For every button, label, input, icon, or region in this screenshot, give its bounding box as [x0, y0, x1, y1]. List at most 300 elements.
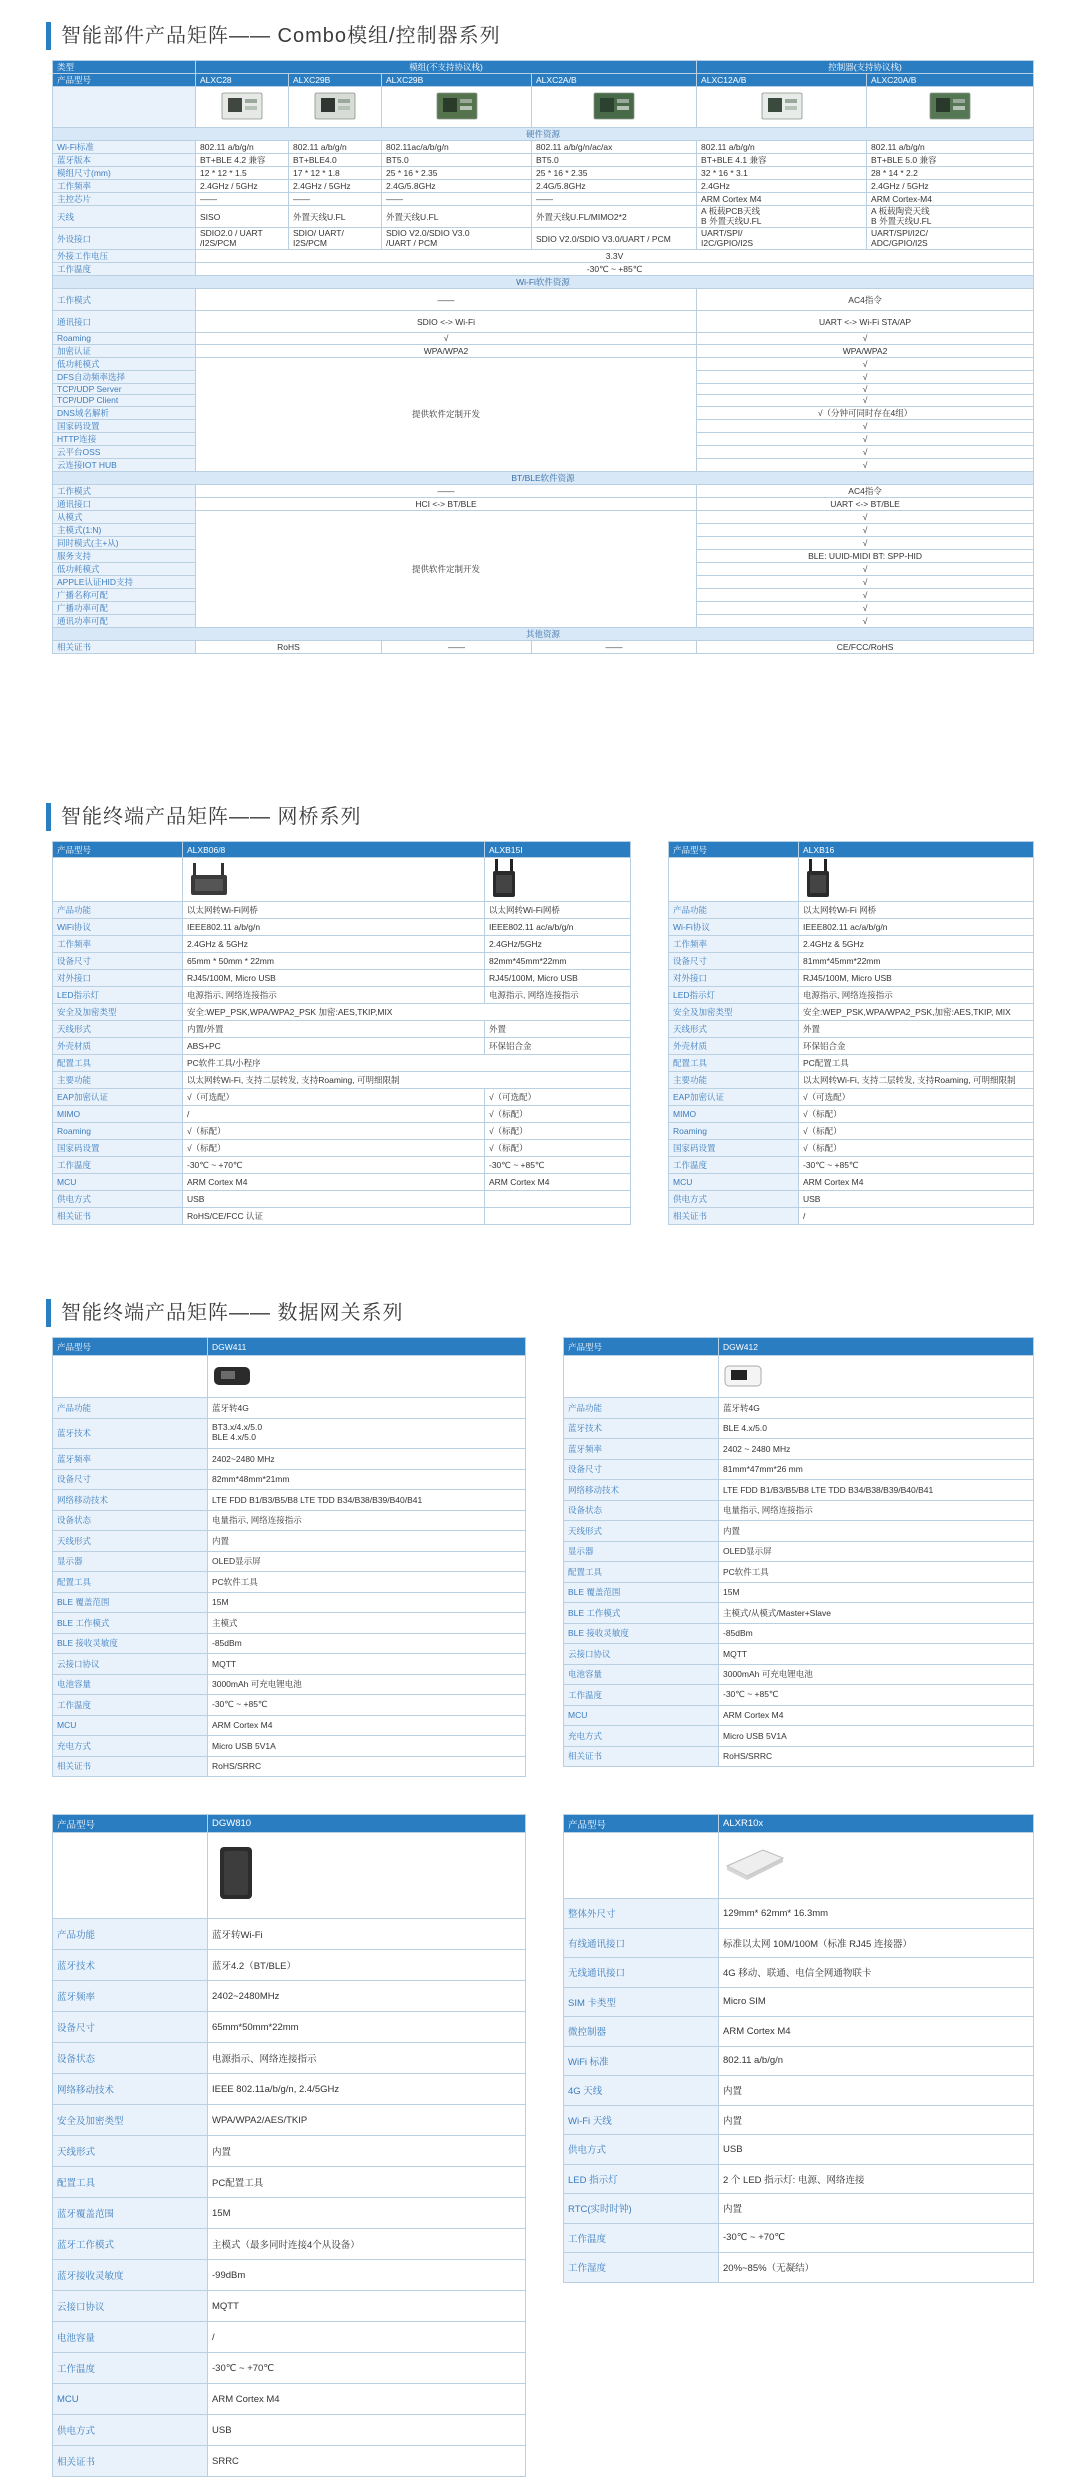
- model-label: 产品型号: [53, 1815, 208, 1833]
- table-row: [564, 1562, 1034, 1583]
- spec-value: 2 个 LED 指示灯: 电源、网络连接: [719, 2164, 1034, 2194]
- spec-value: ARM Cortex M4: [485, 1174, 631, 1191]
- module-photo-icon: [760, 90, 804, 124]
- row-label: 安全及加密类型: [53, 2105, 208, 2136]
- table-row: [53, 2198, 526, 2229]
- spec-value: 17 * 12 * 1.8: [289, 167, 382, 180]
- row-label: 云接口协议: [53, 1654, 208, 1675]
- spec-value: IEEE802.11 ac/a/b/g/n: [485, 919, 631, 936]
- spec-value: 15M: [719, 1582, 1034, 1603]
- spec-value: 内置/外置: [183, 1021, 485, 1038]
- spec-value: -30℃ ~ +70℃: [719, 2223, 1034, 2253]
- row-label: 外壳材质: [53, 1038, 183, 1055]
- spec-value: 2.4GHz & 5GHz: [183, 936, 485, 953]
- module-value: ——: [196, 289, 697, 311]
- spec-value: BT+BLE4.0: [289, 154, 382, 167]
- gateway-table-dgw411: [52, 1337, 526, 1777]
- table-row: [564, 2194, 1034, 2224]
- controller-value: √: [697, 357, 1034, 370]
- table-row: [53, 484, 1034, 497]
- row-label: RTC(实时时钟): [564, 2194, 719, 2224]
- table-row: [669, 1174, 1034, 1191]
- controller-value: √: [697, 588, 1034, 601]
- module-value: HCI <-> BT/BLE: [196, 497, 697, 510]
- table-row: [53, 1157, 631, 1174]
- spec-value: 65mm*50mm*22mm: [208, 2012, 526, 2043]
- spec-value: USB: [208, 2415, 526, 2446]
- gateway-table-dgw412: [563, 1337, 1034, 1767]
- model-label: 产品型号: [53, 1338, 208, 1356]
- table-row: [564, 1398, 1034, 1419]
- row-label: 天线形式: [53, 2136, 208, 2167]
- spec-value: 802.11 a/b/g/n: [196, 141, 289, 154]
- row-label: 供电方式: [564, 2135, 719, 2165]
- row-label: 配置工具: [53, 1572, 208, 1593]
- spec-value: Micro USB 5V1A: [719, 1726, 1034, 1747]
- spec-value: 25 * 16 * 2.35: [532, 167, 697, 180]
- table-row: [53, 1613, 526, 1634]
- table-row: [669, 1208, 1034, 1225]
- product-image-cell: [799, 858, 1034, 902]
- row-label: 配置工具: [669, 1055, 799, 1072]
- table-row: [669, 1055, 1034, 1072]
- table-row: [53, 1072, 631, 1089]
- table-row: [564, 1664, 1034, 1685]
- row-label: 显示器: [53, 1551, 208, 1572]
- row-label: 工作模式: [53, 484, 196, 497]
- row-label: 工作温度: [53, 263, 196, 276]
- bridge-table-left: [52, 841, 631, 1225]
- row-label: Wi-Fi协议: [669, 919, 799, 936]
- row-label: BLE 覆盖范围: [53, 1592, 208, 1613]
- bridge-device-photo-icon: [187, 861, 231, 899]
- controller-value: √: [697, 510, 1034, 523]
- row-label: 电池容量: [564, 1664, 719, 1685]
- table-row: [564, 1418, 1034, 1439]
- table-row: [53, 1123, 631, 1140]
- row-label: 对外接口: [669, 970, 799, 987]
- table-row: [53, 1919, 526, 1950]
- row-label: 国家码设置: [53, 419, 196, 432]
- spec-value: ARM Cortex M4: [719, 2017, 1034, 2047]
- gateway-device-photo-icon: [212, 1361, 252, 1393]
- spec-value: ——: [196, 193, 289, 206]
- row-label: BLE 工作模式: [53, 1613, 208, 1634]
- table-row: [564, 2135, 1034, 2165]
- spec-value: SDIO V2.0/SDIO V3.0/UART / PCM: [532, 228, 697, 250]
- spec-value: -85dBm: [719, 1623, 1034, 1644]
- table-row: [53, 842, 631, 858]
- table-row: [564, 2017, 1034, 2047]
- row-label: MCU: [564, 1705, 719, 1726]
- custom-dev-note: 提供软件定制开发: [196, 357, 697, 471]
- spec-value: MQTT: [719, 1644, 1034, 1665]
- product-image-cell: [183, 858, 485, 902]
- table-row: [53, 141, 1034, 154]
- gateway-table-dgw810: [52, 1814, 526, 2477]
- spec-value: USB: [719, 2135, 1034, 2165]
- model-name: ALXC29B: [289, 74, 382, 87]
- controller-value: √: [697, 419, 1034, 432]
- row-label: 低功耗模式: [53, 357, 196, 370]
- table-row: [53, 1089, 631, 1106]
- image-label-cell: [53, 1356, 208, 1398]
- spec-value: 蓝牙4.2（BT/BLE）: [208, 1950, 526, 1981]
- table-row: [564, 1987, 1034, 2017]
- row-label: 工作温度: [53, 1695, 208, 1716]
- spec-value: SRRC: [208, 2446, 526, 2477]
- table-row: [53, 919, 631, 936]
- table-row: [53, 1551, 526, 1572]
- row-label: 产品功能: [53, 1919, 208, 1950]
- table-row: [564, 1356, 1034, 1398]
- spec-value: -30℃ ~ +85℃: [208, 1695, 526, 1716]
- image-label-cell: [564, 1833, 719, 1899]
- spec-value: 标准以太网 10M/100M（标准 RJ45 连接器）: [719, 1928, 1034, 1958]
- row-label: 设备尺寸: [669, 953, 799, 970]
- spec-value: 2.4GHz / 5GHz: [196, 180, 289, 193]
- row-label: 网络移动技术: [564, 1480, 719, 1501]
- row-label: 对外接口: [53, 970, 183, 987]
- spec-value: -30℃ ~ +70℃: [183, 1157, 485, 1174]
- spec-value: BT+BLE 4.2 兼容: [196, 154, 289, 167]
- table-row: [53, 74, 1034, 87]
- table-row: [53, 953, 631, 970]
- spec-value: UART/SPI/I2C/ ADC/GPIO/I2S: [867, 228, 1034, 250]
- row-label: 服务支持: [53, 549, 196, 562]
- spec-value: ARM Cortex M4: [208, 2384, 526, 2415]
- row-label: 相关证书: [53, 640, 196, 653]
- table-row: [564, 1603, 1034, 1624]
- row-label: MCU: [53, 1174, 183, 1191]
- row-label: 蓝牙覆盖范围: [53, 2198, 208, 2229]
- module-value: WPA/WPA2: [196, 344, 697, 357]
- table-row: [53, 206, 1034, 228]
- table-row: [564, 2046, 1034, 2076]
- table-row: [669, 987, 1034, 1004]
- spec-value: 129mm* 62mm* 16.3mm: [719, 1899, 1034, 1929]
- table-row: [53, 1695, 526, 1716]
- row-label: BLE 接收灵敏度: [564, 1623, 719, 1644]
- table-row: [53, 627, 1034, 640]
- spec-value: 蓝牙转4G: [719, 1398, 1034, 1419]
- bridge-device-photo-icon: [803, 859, 833, 901]
- spec-value: 2.4G/5.8GHz: [382, 180, 532, 193]
- row-label: 设备状态: [53, 2043, 208, 2074]
- spec-value: /: [183, 1106, 485, 1123]
- model-name: ALXB15I: [485, 842, 631, 858]
- cert-value: ——: [532, 640, 697, 653]
- spec-value: 内置: [719, 2105, 1034, 2135]
- spec-value: 电源指示、网络连接指示: [208, 2043, 526, 2074]
- spec-value: √（标配）: [799, 1106, 1034, 1123]
- module-photo-icon: [435, 90, 479, 124]
- table-row: [53, 1981, 526, 2012]
- row-label: 云接口协议: [53, 2291, 208, 2322]
- table-row: [669, 1004, 1034, 1021]
- table-row: [564, 2076, 1034, 2106]
- row-label: 外设接口: [53, 228, 196, 250]
- row-label: Roaming: [53, 1123, 183, 1140]
- spec-value: PC软件工具/小程序: [183, 1055, 631, 1072]
- spec-value: 20%~85%（无凝结）: [719, 2253, 1034, 2283]
- module-image-cell: [867, 87, 1034, 128]
- spec-value: SDIO2.0 / UART /I2S/PCM: [196, 228, 289, 250]
- spec-value: OLED显示屏: [719, 1541, 1034, 1562]
- wifi-header: Wi-Fi软件资源: [53, 276, 1034, 289]
- table-row: [669, 1038, 1034, 1055]
- row-label: 模组尺寸(mm): [53, 167, 196, 180]
- table-row: [53, 250, 1034, 263]
- row-label: HTTP连接: [53, 432, 196, 445]
- table-row: [669, 1191, 1034, 1208]
- spec-value: 以太网转Wi-Fi, 支持二层转发, 支持Roaming, 可明细限制: [183, 1072, 631, 1089]
- table-row: [564, 1500, 1034, 1521]
- spec-value: 32 * 16 * 3.1: [697, 167, 867, 180]
- spec-value: √（标配）: [183, 1123, 485, 1140]
- module-value: √: [196, 333, 697, 345]
- spec-value: A 板载PCB天线 B 外置天线U.FL: [697, 206, 867, 228]
- spec-value: 外置: [485, 1021, 631, 1038]
- table-row: [669, 1106, 1034, 1123]
- table-row: [53, 1531, 526, 1552]
- model-name: ALXC2A/B: [532, 74, 697, 87]
- table-row: [564, 1685, 1034, 1706]
- row-label: 充电方式: [53, 1736, 208, 1757]
- controller-value: √: [697, 383, 1034, 395]
- row-label: 加密认证: [53, 344, 196, 357]
- model-name: DGW412: [719, 1338, 1034, 1356]
- table-row: [53, 2353, 526, 2384]
- spec-value: SISO: [196, 206, 289, 228]
- table-row: [53, 1469, 526, 1490]
- module-photo-icon: [220, 90, 264, 124]
- table-row: [53, 128, 1034, 141]
- row-label: 主要功能: [669, 1072, 799, 1089]
- row-label: Roaming: [53, 333, 196, 345]
- row-label: 设备状态: [53, 1510, 208, 1531]
- spec-value: 2402 ~ 2480 MHz: [719, 1439, 1034, 1460]
- model-name: ALXR10x: [719, 1815, 1034, 1833]
- row-label: 相关证书: [669, 1208, 799, 1225]
- spec-value: MQTT: [208, 2291, 526, 2322]
- spec-value: √（标配）: [485, 1123, 631, 1140]
- spec-value: 内置: [719, 2076, 1034, 2106]
- row-label: MCU: [669, 1174, 799, 1191]
- table-row: [53, 2384, 526, 2415]
- spec-value: SDIO/ UART/ I2S/PCM: [289, 228, 382, 250]
- controller-value: UART <-> Wi-Fi STA/AP: [697, 311, 1034, 333]
- row-label: LED指示灯: [669, 987, 799, 1004]
- spec-value: 15M: [208, 2198, 526, 2229]
- table-row: [53, 497, 1034, 510]
- spec-value: OLED显示屏: [208, 1551, 526, 1572]
- spec-value: -30℃ ~ +85℃: [799, 1157, 1034, 1174]
- spec-value: MQTT: [208, 1654, 526, 1675]
- module-image-cell: [196, 87, 289, 128]
- table-row: [53, 289, 1034, 311]
- table-row: [53, 344, 1034, 357]
- table-row: [564, 1338, 1034, 1356]
- table-row: [669, 1089, 1034, 1106]
- table-row: [53, 1208, 631, 1225]
- spec-value: PC配置工具: [799, 1055, 1034, 1072]
- row-label: 蓝牙工作模式: [53, 2229, 208, 2260]
- table-row: [564, 1726, 1034, 1747]
- table-row: [53, 471, 1034, 484]
- row-label: 云连接IOT HUB: [53, 458, 196, 471]
- table-row: [53, 1756, 526, 1777]
- row-label: 无线通讯接口: [564, 1958, 719, 1988]
- table-row: [53, 180, 1034, 193]
- controller-value: √: [697, 614, 1034, 627]
- controller-value: √: [697, 432, 1034, 445]
- table-row: [53, 1398, 526, 1419]
- row-label: 通讯接口: [53, 497, 196, 510]
- table-row: [564, 2105, 1034, 2135]
- row-label: 产品功能: [53, 902, 183, 919]
- model-label: 产品型号: [564, 1815, 719, 1833]
- module-image-cell: [289, 87, 382, 128]
- row-label: 安全及加密类型: [53, 1004, 183, 1021]
- table-row: [669, 936, 1034, 953]
- row-label: 低功耗模式: [53, 562, 196, 575]
- table-row: [53, 263, 1034, 276]
- controller-value: UART <-> BT/BLE: [697, 497, 1034, 510]
- bt-header: BT/BLE软件资源: [53, 471, 1034, 484]
- spec-value: 802.11 a/b/g/n: [697, 141, 867, 154]
- row-label: 4G 天线: [564, 2076, 719, 2106]
- spec-value: 环保铝合金: [799, 1038, 1034, 1055]
- row-label: 蓝牙频率: [53, 1981, 208, 2012]
- table-row: [53, 2322, 526, 2353]
- row-label: 微控制器: [564, 2017, 719, 2047]
- bridge-table-right: [668, 841, 1034, 1225]
- table-row: [53, 1338, 526, 1356]
- table-row: [53, 167, 1034, 180]
- table-row: [564, 1459, 1034, 1480]
- hw-header: 硬件资源: [53, 128, 1034, 141]
- table-row: [53, 1174, 631, 1191]
- controller-value: √: [697, 562, 1034, 575]
- table-row: [53, 2136, 526, 2167]
- table-row: [53, 2260, 526, 2291]
- type-label: 类型: [53, 61, 196, 74]
- module-image-cell: [382, 87, 532, 128]
- other-header: 其他资源: [53, 627, 1034, 640]
- spec-value: BT3.x/4.x/5.0 BLE 4.x/5.0: [208, 1418, 526, 1449]
- table-row: [53, 193, 1034, 206]
- spec-value: 外置天线U.FL: [289, 206, 382, 228]
- row-label: MCU: [53, 2384, 208, 2415]
- row-label: 通讯功率可配: [53, 614, 196, 627]
- row-label: 蓝牙技术: [564, 1418, 719, 1439]
- row-label: 显示器: [564, 1541, 719, 1562]
- spec-value: 主模式（最多同时连接4个从设备）: [208, 2229, 526, 2260]
- table-row: [53, 970, 631, 987]
- spec-value: 802.11 a/b/g/n: [719, 2046, 1034, 2076]
- row-label: 广播名称可配: [53, 588, 196, 601]
- row-label: 整体外尺寸: [564, 1899, 719, 1929]
- spec-value: RJ45/100M, Micro USB: [485, 970, 631, 987]
- table-row: [564, 1815, 1034, 1833]
- spec-value: IEEE802.11 a/b/g/n: [183, 919, 485, 936]
- module-photo-icon: [592, 90, 636, 124]
- row-label: 工作频率: [669, 936, 799, 953]
- table-row: [53, 2012, 526, 2043]
- spec-value: ——: [382, 193, 532, 206]
- spec-value: 802.11 a/b/g/n: [867, 141, 1034, 154]
- spec-value: 内置: [719, 1521, 1034, 1542]
- model-name: DGW810: [208, 1815, 526, 1833]
- row-label: 蓝牙接收灵敏度: [53, 2260, 208, 2291]
- row-label: 工作温度: [53, 2353, 208, 2384]
- module-value: ——: [196, 484, 697, 497]
- table-row: [669, 1123, 1034, 1140]
- spec-value: ARM Cortex M4: [183, 1174, 485, 1191]
- image-label-cell: [53, 1833, 208, 1919]
- spec-value: /: [208, 2322, 526, 2353]
- row-label: 云接口协议: [564, 1644, 719, 1665]
- spec-value: ABS+PC: [183, 1038, 485, 1055]
- row-label: 同时模式(主+从): [53, 536, 196, 549]
- row-label: 天线形式: [53, 1531, 208, 1552]
- row-label: EAP加密认证: [53, 1089, 183, 1106]
- row-label: 从模式: [53, 510, 196, 523]
- model-label: 产品型号: [669, 842, 799, 858]
- row-label: WiFi 标准: [564, 2046, 719, 2076]
- spec-value: BT+BLE 5.0 兼容: [867, 154, 1034, 167]
- table-row: [669, 858, 1034, 902]
- spec-value: -30℃ ~ +85℃: [719, 1685, 1034, 1706]
- spec-value: 3000mAh 可充电锂电池: [719, 1664, 1034, 1685]
- row-label: DNS域名解析: [53, 406, 196, 419]
- spec-value: 28 * 14 * 2.2: [867, 167, 1034, 180]
- table-row: [53, 1654, 526, 1675]
- spec-value: [485, 1208, 631, 1225]
- spec-value: √（可选配）: [799, 1089, 1034, 1106]
- table-row: [53, 276, 1034, 289]
- table-row: [53, 2043, 526, 2074]
- spec-value: BLE 4.x/5.0: [719, 1418, 1034, 1439]
- table-row: [53, 936, 631, 953]
- model-label: 产品型号: [564, 1338, 719, 1356]
- table-row: [53, 1055, 631, 1072]
- row-label: 电池容量: [53, 2322, 208, 2353]
- spec-value: Micro USB 5V1A: [208, 1736, 526, 1757]
- row-label: 工作温度: [564, 2223, 719, 2253]
- spec-value: 外置: [799, 1021, 1034, 1038]
- controller-value: √: [697, 458, 1034, 471]
- row-label: 相关证书: [53, 1756, 208, 1777]
- table-row: [564, 1928, 1034, 1958]
- gateway-device-photo-icon: [212, 1845, 262, 1906]
- row-label: LED指示灯: [53, 987, 183, 1004]
- table-row: [53, 1106, 631, 1123]
- spec-value: RoHS/CE/FCC 认证: [183, 1208, 485, 1225]
- spec-value: RJ45/100M, Micro USB: [183, 970, 485, 987]
- table-row: [564, 1582, 1034, 1603]
- row-label: 工作频率: [53, 180, 196, 193]
- spec-value: 安全:WEP_PSK,WPA/WPA2_PSK,加密:AES,TKIP, MIX: [799, 1004, 1034, 1021]
- row-label: 配置工具: [53, 1055, 183, 1072]
- row-label: 供电方式: [53, 2415, 208, 2446]
- spec-value: 15M: [208, 1592, 526, 1613]
- row-label: SIM 卡类型: [564, 1987, 719, 2017]
- table-row: [564, 1480, 1034, 1501]
- table-row: [564, 1746, 1034, 1767]
- row-label: 云平台OSS: [53, 445, 196, 458]
